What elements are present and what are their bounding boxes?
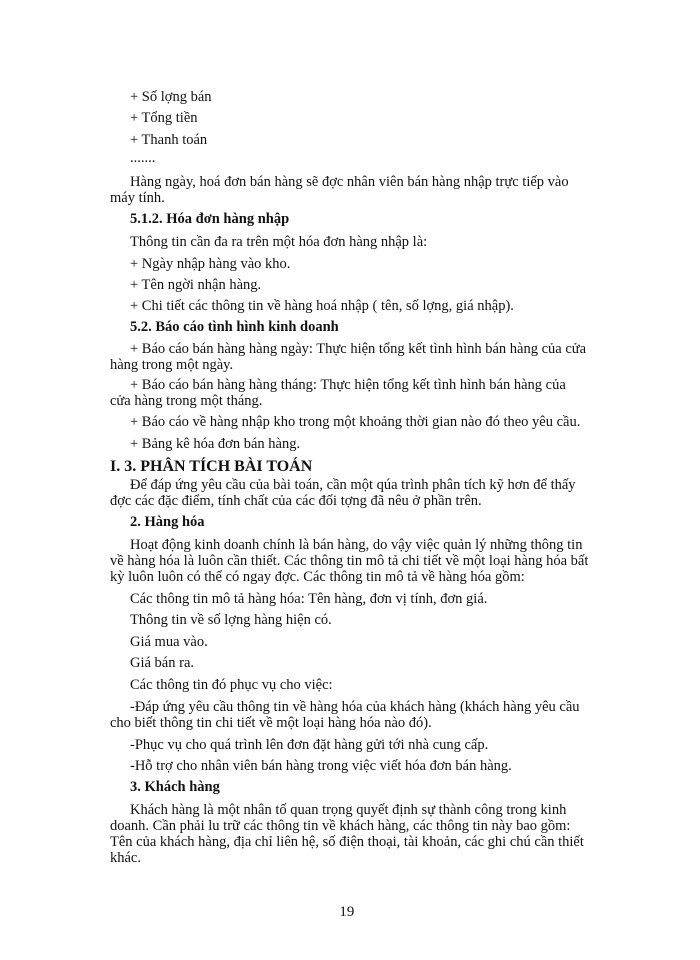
- text-line: + Ngày nhập hàng vào kho.: [130, 256, 291, 272]
- text-line: Giá bán ra.: [130, 655, 195, 671]
- text-line: Hàng ngày, hoá đơn bán hàng sẽ đợc nhân viên bán hàng nhập trực tiếp vào: [130, 174, 569, 190]
- text-line: Thông tin cần đa ra trên một hóa đơn hàng nhập là:: [130, 234, 428, 250]
- section-heading: 2. Hàng hóa: [130, 514, 205, 530]
- section-heading: 5.1.2. Hóa đơn hàng nhập: [130, 211, 290, 227]
- text-line: -Hỗ trợ cho nhân viên bán hàng trong việc viết hóa đơn bán hàng.: [130, 758, 512, 774]
- chapter-heading: I. 3. PHÂN TÍCH BÀI TOÁN: [110, 458, 313, 475]
- text-line: Giá mua vào.: [130, 634, 208, 650]
- text-line: cửa hàng trong một tháng.: [110, 393, 263, 409]
- text-line: + Báo cáo bán hàng hàng tháng: Thực hiện tổng kết tình hình bán hàng của: [130, 377, 566, 393]
- text-line: + Thanh toán: [130, 132, 208, 148]
- text-line: + Báo cáo về hàng nhập kho trong một khoảng thời gian nào đó theo yêu cầu.: [130, 414, 581, 430]
- text-line: khác.: [110, 850, 141, 866]
- text-line: về hàng hóa là luôn cần thiết. Các thông tin mô tả chi tiết về một loại hàng hóa bất: [110, 553, 589, 569]
- text-line: hàng trong một ngày.: [110, 357, 234, 373]
- text-line: kỳ luôn luôn có thể có ngay đợc. Các thông tin mô tả về hàng hóa gồm:: [110, 569, 525, 585]
- text-line: Các thông tin đó phục vụ cho việc:: [130, 677, 333, 693]
- section-heading: 5.2. Báo cáo tình hình kinh doanh: [130, 319, 339, 335]
- text-line: Hoạt động kinh doanh chính là bán hàng, do vậy việc quản lý những thông tin: [130, 537, 583, 553]
- section-heading: 3. Khách hàng: [130, 779, 220, 795]
- text-line: cho biết thông tin chi tiết về một loại hàng hóa nào đó).: [110, 715, 432, 731]
- text-line: + Tổng tiền: [130, 110, 198, 126]
- text-line: .......: [130, 150, 156, 166]
- page-number: 19: [339, 904, 355, 920]
- text-line: Các thông tin mô tả hàng hóa: Tên hàng, đơn vị tính, đơn giá.: [130, 591, 488, 607]
- text-line: Tên của khách hàng, địa chỉ liên hệ, số điện thoại, tài khoản, các ghi chú cần thiết: [110, 834, 584, 850]
- text-line: + Chi tiết các thông tin về hàng hoá nhập ( tên, số lợng, giá nhập).: [130, 298, 514, 314]
- text-line: Khách hàng là một nhân tố quan trọng quyết định sự thành công trong kinh: [130, 802, 567, 818]
- text-line: + Số lợng bán: [130, 89, 212, 105]
- text-line: Thông tin về số lợng hàng hiện có.: [130, 612, 332, 628]
- text-line: + Báo cáo bán hàng hàng ngày: Thực hiện tổng kết tình hình bán hàng của cửa: [130, 341, 587, 357]
- text-line: -Phục vụ cho quá trình lên đơn đặt hàng gửi tới nhà cung cấp.: [130, 737, 489, 753]
- text-line: máy tính.: [110, 190, 165, 206]
- text-line: đợc các đặc điểm, tính chất của các đối tợng đã nêu ở phần trên.: [110, 493, 482, 509]
- text-line: + Bảng kê hóa đơn bán hàng.: [130, 436, 301, 452]
- text-line: doanh. Cần phải lu trữ các thông tin về khách hàng, các thông tin này bao gồm:: [110, 818, 571, 834]
- text-line: + Tên ngời nhận hàng.: [130, 277, 262, 293]
- text-line: Để đáp ứng yêu cầu của bài toán, cần một qúa trình phân tích kỹ hơn để thấy: [130, 477, 576, 493]
- text-line: -Đáp ứng yêu cầu thông tin về hàng hóa của khách hàng (khách hàng yêu cầu: [130, 699, 580, 715]
